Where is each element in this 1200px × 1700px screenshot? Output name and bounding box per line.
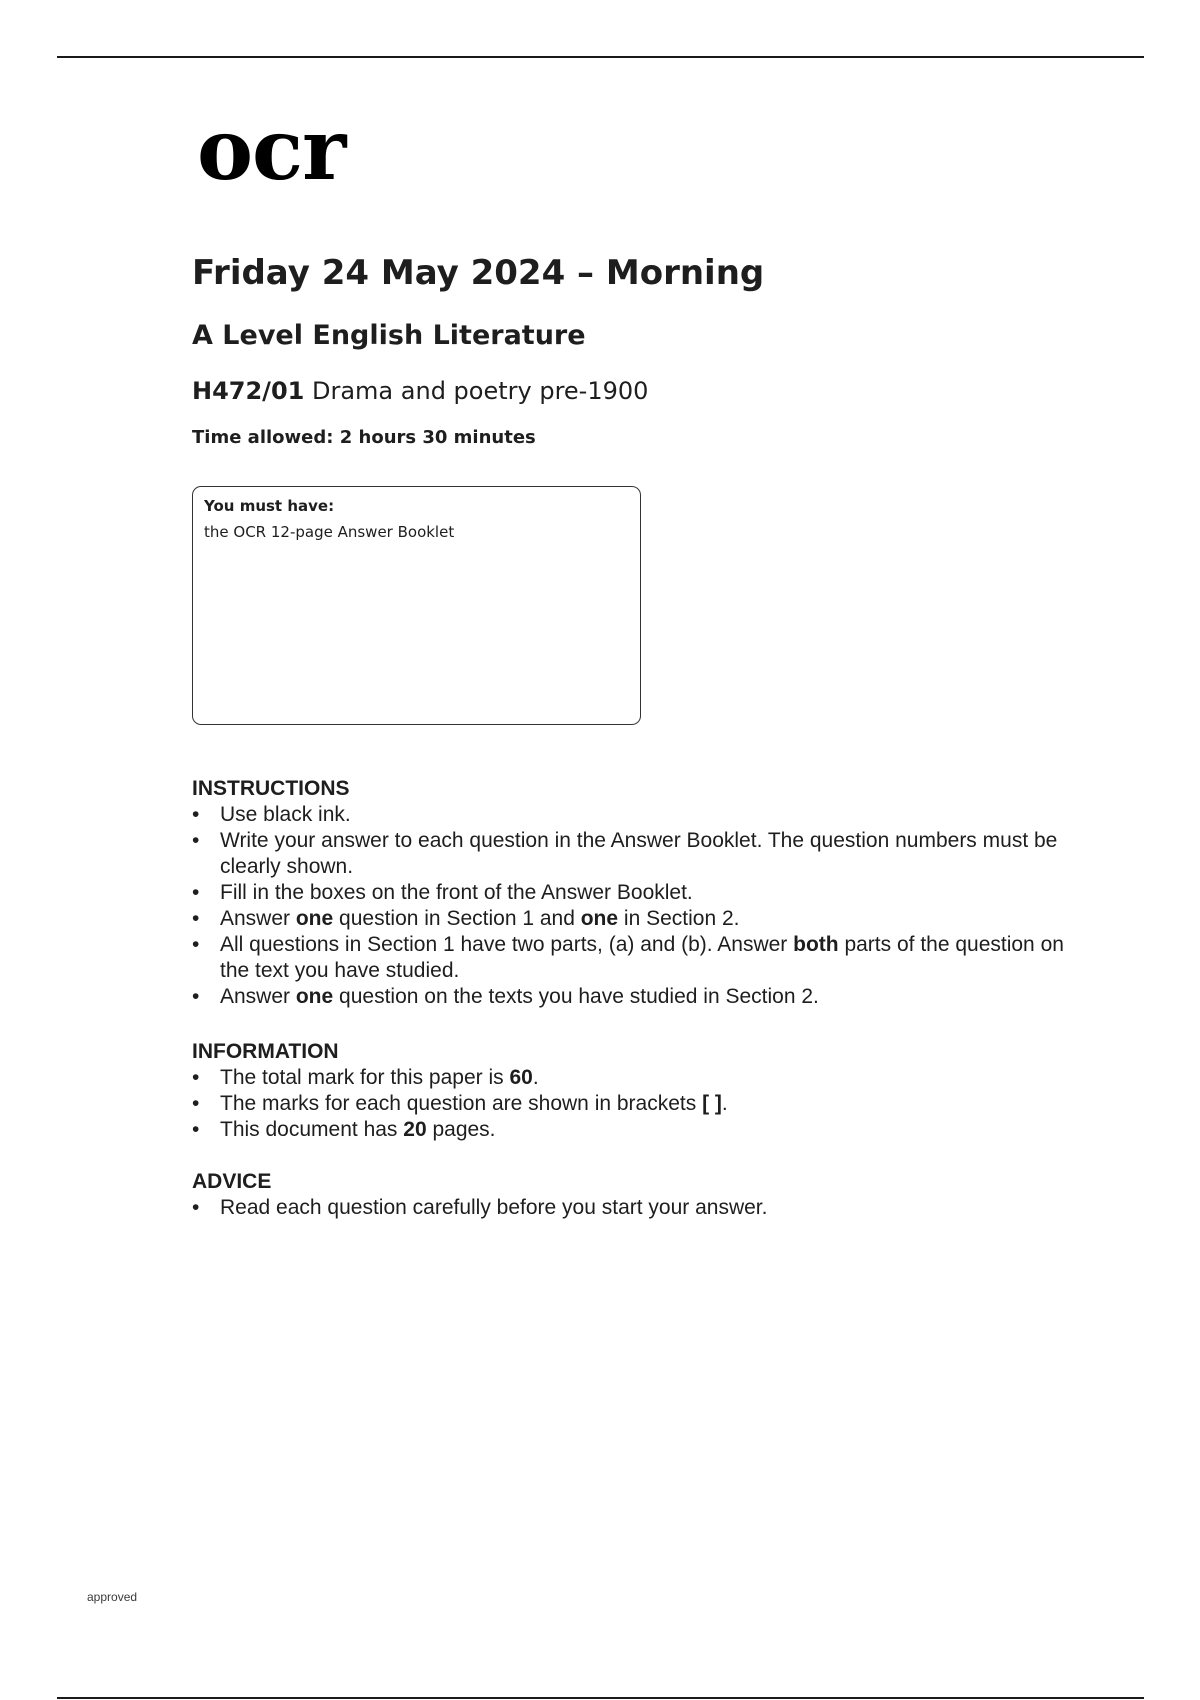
instructions-section xyxy=(192,776,1092,1010)
information-item xyxy=(192,1091,1092,1117)
bullet-icon: • xyxy=(192,907,200,930)
bullet-icon: • xyxy=(192,803,200,826)
bullet-icon: • xyxy=(192,1092,200,1115)
bullet-icon: • xyxy=(192,881,200,904)
instruction-text: All questions in Section 1 have two parts, (a) and (b). Answer xyxy=(220,933,794,956)
information-section xyxy=(192,1039,1092,1143)
advice-list xyxy=(192,1195,1092,1221)
bullet-icon: • xyxy=(192,829,200,852)
information-heading: INFORMATION xyxy=(192,1040,339,1063)
paper-title: Drama and poetry pre-1900 xyxy=(312,377,649,405)
emphasis-text: one xyxy=(580,907,619,930)
bullet-icon: • xyxy=(192,985,200,1008)
bullet-icon: • xyxy=(192,1196,200,1219)
total-mark: 60 xyxy=(509,1066,533,1089)
instruction-text: question on the texts you have studied in Section 2. xyxy=(333,985,819,1008)
instruction-text: Fill in the boxes on the front of the Answer Booklet. xyxy=(220,881,693,904)
instruction-text: Write your answer to each question in the Answer Booklet. The question numbers must be clearly shown. xyxy=(220,829,1058,878)
page-count: 20 xyxy=(403,1118,427,1141)
paper-code: H472/01 xyxy=(192,377,305,405)
instruction-item xyxy=(192,802,1092,828)
approved-label: approved xyxy=(87,1590,138,1604)
information-text: The marks for each question are shown in brackets xyxy=(220,1092,703,1115)
emphasis-text: one xyxy=(295,985,334,1008)
bullet-icon: • xyxy=(192,933,200,956)
instruction-item xyxy=(192,932,1092,984)
you-must-have-box xyxy=(192,486,641,725)
instruction-item xyxy=(192,880,1092,906)
exam-date-title: Friday 24 May 2024 – Morning xyxy=(192,253,765,293)
top-rule xyxy=(57,56,1144,58)
instruction-text: in Section 2. xyxy=(618,907,740,930)
instruction-text: parts of the question on the text you have studied. xyxy=(220,933,1064,982)
advice-heading: ADVICE xyxy=(192,1170,272,1193)
information-text: . xyxy=(532,1066,539,1089)
brackets-symbol: [ ] xyxy=(702,1092,722,1115)
instruction-text: Answer xyxy=(220,985,296,1008)
information-text: pages. xyxy=(426,1118,496,1141)
you-must-have-item: the OCR 12-page Answer Booklet xyxy=(204,522,455,541)
information-item xyxy=(192,1065,1092,1091)
advice-item xyxy=(192,1195,1092,1221)
ocr-logo: ocr xyxy=(197,100,346,199)
information-text: This document has xyxy=(220,1118,404,1141)
advice-text: Read each question carefully before you start your answer. xyxy=(220,1196,768,1219)
instructions-heading: INSTRUCTIONS xyxy=(192,777,350,800)
instructions-list xyxy=(192,802,1092,1010)
instruction-text: question in Section 1 and xyxy=(333,907,581,930)
information-text: The total mark for this paper is xyxy=(220,1066,510,1089)
instruction-text: Use black ink. xyxy=(220,803,351,826)
time-allowed: Time allowed: 2 hours 30 minutes xyxy=(192,427,536,448)
instruction-item xyxy=(192,828,1092,880)
information-list xyxy=(192,1065,1092,1143)
subject-title: A Level English Literature xyxy=(192,320,586,351)
bullet-icon: • xyxy=(192,1118,200,1141)
bottom-rule xyxy=(57,1697,1144,1699)
advice-section xyxy=(192,1169,1092,1221)
information-item xyxy=(192,1117,1092,1143)
you-must-have-heading: You must have: xyxy=(204,497,335,515)
paper-line xyxy=(192,378,648,406)
emphasis-text: one xyxy=(295,907,334,930)
instruction-text: Answer xyxy=(220,907,296,930)
emphasis-text: both xyxy=(793,933,839,956)
instruction-item xyxy=(192,984,1092,1010)
bullet-icon: • xyxy=(192,1066,200,1089)
instruction-item xyxy=(192,906,1092,932)
information-text: . xyxy=(721,1092,728,1115)
